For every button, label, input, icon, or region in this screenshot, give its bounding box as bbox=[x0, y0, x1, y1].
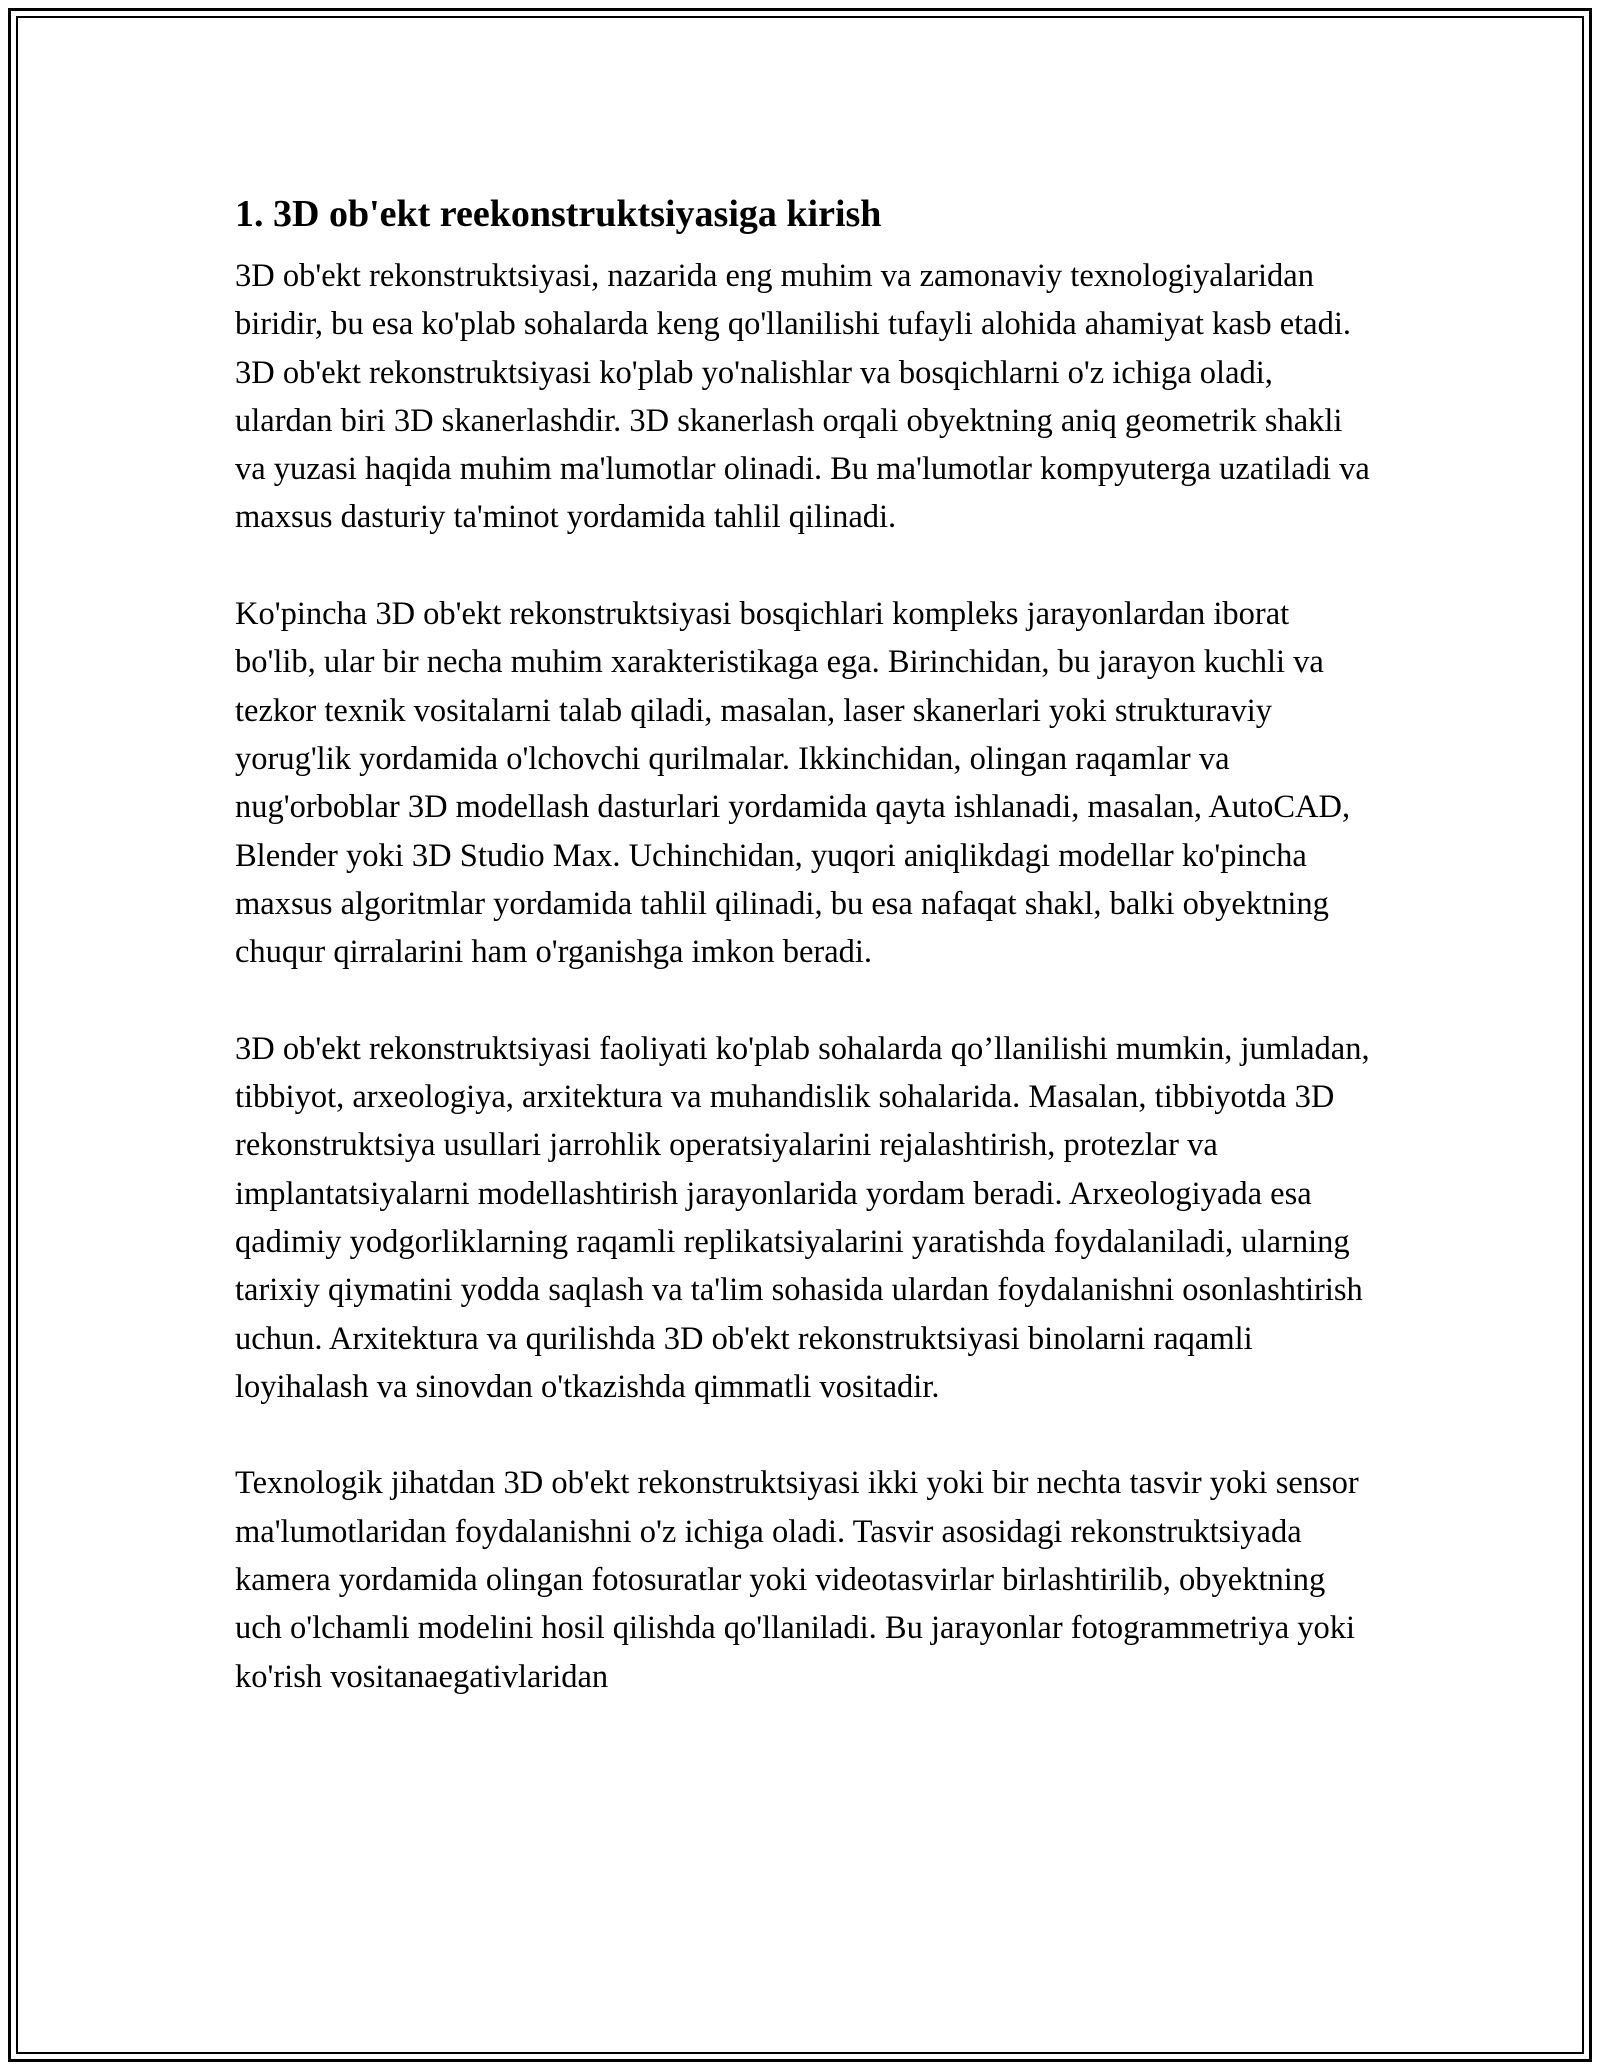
paragraph-3: 3D ob'ekt rekonstruktsiyasi faoliyati ko'plab sohalarda qo’llanilishi mumkin, jumladan, tibbiyot, arxeologiya, arxitektura va muhandislik sohalarida. Masalan, tibbiyotda 3D rekonstruktsiya usullari jarrohlik operatsiyalarini rejalashtirish, protezlar va implantatsiyalarni modellashtirish jarayonlarida yordam beradi. Arxeologiyada esa qadimiy yodgorliklarning raqamli replikatsiyalarini yaratishda foydalaniladi, ularning tarixiy qiymatini yodda saqlash va ta'lim sohasida ulardan foydalanishni osonlashtirish uchun. Arxitektura va qurilishda 3D ob'ekt rekonstruktsiyasi binolarni raqamli loyihalash va sinovdan o'tkazishda qimmatli vositadir. bbox=[235, 1030, 1370, 1405]
paragraph-1: 3D ob'ekt rekonstruktsiyasi, nazarida eng muhim va zamonaviy texnologiyalaridan biridir, bu esa ko'plab sohalarda keng qo'llanilishi tufayli alohida ahamiyat kasb etadi. 3D ob'ekt rekonstruktsiyasi ko'plab yo'nalishlar va bosqichlarni o'z ichiga oladi, ulardan biri 3D skanerlashdir. 3D skanerlash orqali obyektning aniq geometrik shakli va yuzasi haqida muhim ma'lumotlar olinadi. Bu ma'lumotlar kompyuterga uzatiladi va maxsus dasturiy ta'minot yordamida tahlil qilinadi. bbox=[235, 258, 1370, 536]
section-heading: 1. 3D ob'ekt reekonstruktsiyasiga kirish bbox=[235, 193, 882, 235]
paragraph-4: Texnologik jihatdan 3D ob'ekt rekonstruktsiyasi ikki yoki bir nechta tasvir yoki sensor ma'lumotlaridan foydalanishni o'z ichiga oladi. Tasvir asosidagi rekonstruktsiyada kamera yordamida olingan fotosuratlar yoki videotasvirlar birlashtirilib, obyektning uch o'lchamli modelini hosil qilishda qo'llaniladi. Bu jarayonlar fotogrammetriya yoki ko'rish vositanaegativlaridan bbox=[235, 1465, 1359, 1695]
paragraph-2: Ko'pincha 3D ob'ekt rekonstruktsiyasi bosqichlari kompleks jarayonlardan iborat bo'lib, ular bir necha muhim xarakteristikaga ega. Birinchidan, bu jarayon kuchli va tezkor texnik vositalarni talab qiladi, masalan, laser skanerlari yoki strukturaviy yorug'lik yordamida o'lchovchi qurilmalar. Ikkinchidan, olingan raqamlar va nug'orboblar 3D modellash dasturlari yordamida qayta ishlanadi, masalan, AutoCAD, Blender yoki 3D Studio Max. Uchinchidan, yuqori aniqlikdagi modellar ko'pincha maxsus algoritmlar yordamida tahlil qilinadi, bu esa nafaqat shakl, balki obyektning chuqur qirralarini ham o'rganishga imkon beradi. bbox=[235, 596, 1351, 971]
document-body bbox=[235, 186, 1370, 1749]
